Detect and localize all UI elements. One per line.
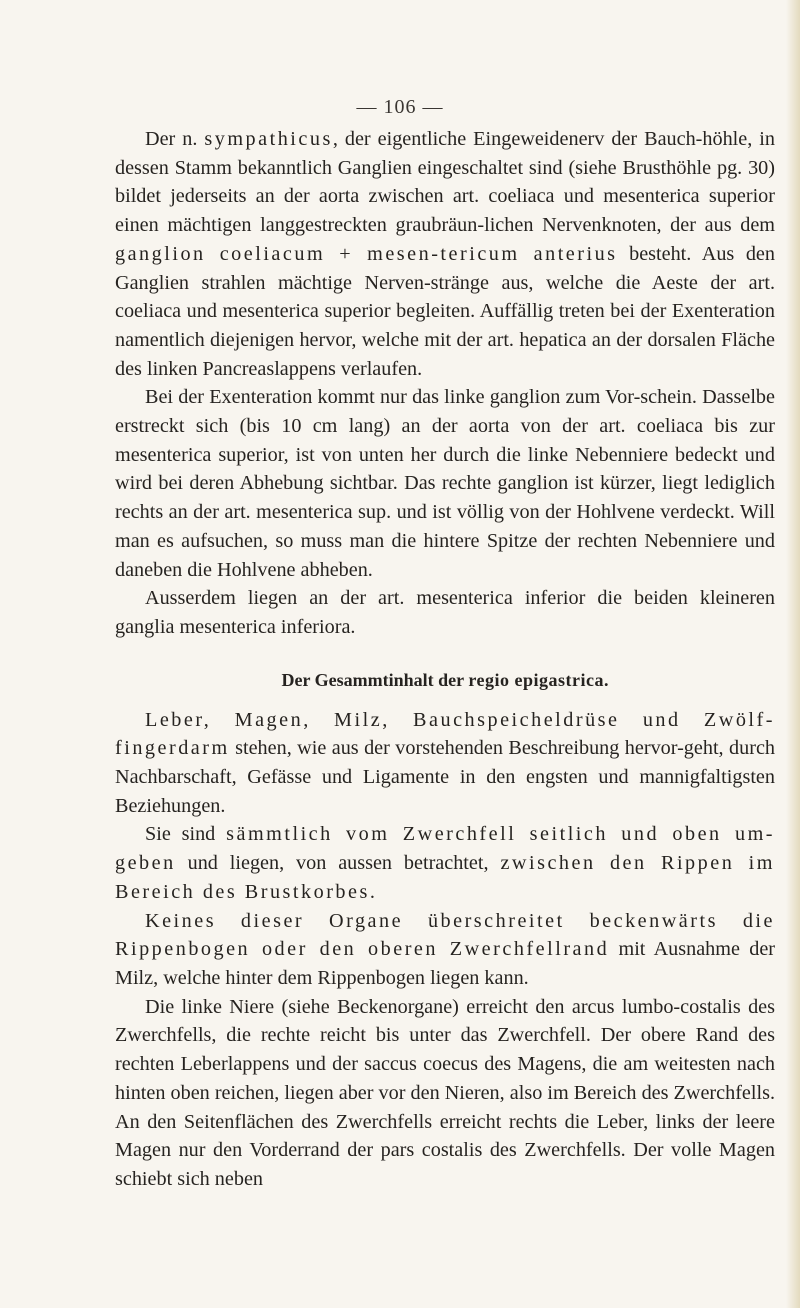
heading-text: Der Gesammtinhalt der — [281, 669, 469, 690]
spaced-term: Keines dieser Organe überschreitet beckenwärts die Rippenbogen oder den oberen Zwerchfellrand — [115, 909, 775, 961]
spaced-term: zwischen den Rippen im Bereich des Brustkorbes — [115, 852, 775, 903]
text-run: . — [369, 880, 375, 903]
text-run: und liegen, von aussen betrachtet, — [175, 852, 501, 875]
body-text — [115, 125, 775, 1194]
text-run: , der eigentliche Eingeweidenerv der Bauch-höhle, in dessen Stamm bekanntlich Ganglien eingeschaltet sind (siehe Brusthöhle pg. 30) bildet jederseits an der aorta zwischen art. coeliaca und mesenterica superior einen mächtigen langgestreckten graubräun-lichen Nervenknoten, der aus dem — [115, 128, 775, 237]
heading-term: regio epigastrica — [468, 669, 604, 690]
paragraph-zwerchfell — [115, 820, 775, 906]
paragraph-organs — [115, 706, 775, 821]
paragraph-niere: Die linke Niere (siehe Beckenorgane) erreicht den arcus lumbo-costalis des Zwerchfells, die rechte reicht bis unter das Zwerchfell. Der obere Rand des rechten Leberlappens und der saccus coecus des Magens, die am weitesten nach hinten oben reichen, liegen aber vor den Nieren, also im Bereich des Zwerchfells. An den Seitenflächen des Zwerchfells erreicht rechts die Leber, links der leere Magen nur den Vorderrand der pars costalis des Zwerchfells. Der volle Magen schiebt sich neben — [115, 995, 775, 1190]
spaced-term: ganglion coeliacum + mesen-tericum anterius — [115, 242, 618, 265]
text-run: stehen, wie aus der vorstehenden Beschreibung hervor-geht, durch Nachbarschaft, Gefässe und Ligamente in den engsten und mannigfaltigsten Beziehungen. — [115, 737, 775, 817]
page-number: — 106 — — [356, 96, 444, 118]
section-heading — [115, 668, 775, 692]
text-run: Der n. — [145, 128, 205, 150]
paragraph-exenteration: Bei der Exenteration kommt nur das linke ganglion zum Vor-schein. Dasselbe erstreckt sich (bis 10 cm lang) an der aorta von der art. coeliaca bis zur mesenterica superior, ist von unten her durch die linke Nebenniere bedeckt und wird bei deren Abhebung sichtbar. Das rechte ganglion ist kürzer, liegt lediglich rechts an der art. mesenterica sup. und ist völlig von der Hohlvene verdeckt. Will man es aufsuchen, so muss man die hintere Spitze der rechten Nebenniere und daneben die Hohlvene abheben. — [115, 386, 775, 581]
text-run: Sie sind — [145, 823, 227, 846]
text-run: mit Ausnahme der Milz, welche hinter dem Rippenbogen liegen kann. — [115, 938, 776, 989]
paragraph-ganglia-inferiora: Ausserdem liegen an der art. mesenterica inferior die beiden kleineren ganglia mesenterica inferiora. — [115, 587, 775, 638]
text-run: besteht. Aus den Ganglien strahlen mächtige Nerven-stränge aus, welche die Aeste der art. coeliaca und mesenterica superior begleiten. Auffällig treten bei der Exenteration namentlich diejenigen hervor, welche mit der art. hepatica an der dorsalen Fläche des linken Pancreaslappens verlaufen. — [115, 242, 775, 380]
spaced-term: Leber, Magen, Milz, Bauchspeicheldrüse und Zwölf-fingerdarm — [115, 708, 775, 760]
spaced-term: sämmtlich vom Zwerchfell seitlich und oben um-geben — [115, 823, 776, 875]
page-edge-shadow — [786, 0, 800, 1308]
heading-text: . — [603, 669, 609, 690]
paragraph-sympathicus — [115, 125, 775, 383]
spaced-term: sympathicus — [204, 128, 333, 150]
paragraph-rippenbogen — [115, 907, 775, 993]
